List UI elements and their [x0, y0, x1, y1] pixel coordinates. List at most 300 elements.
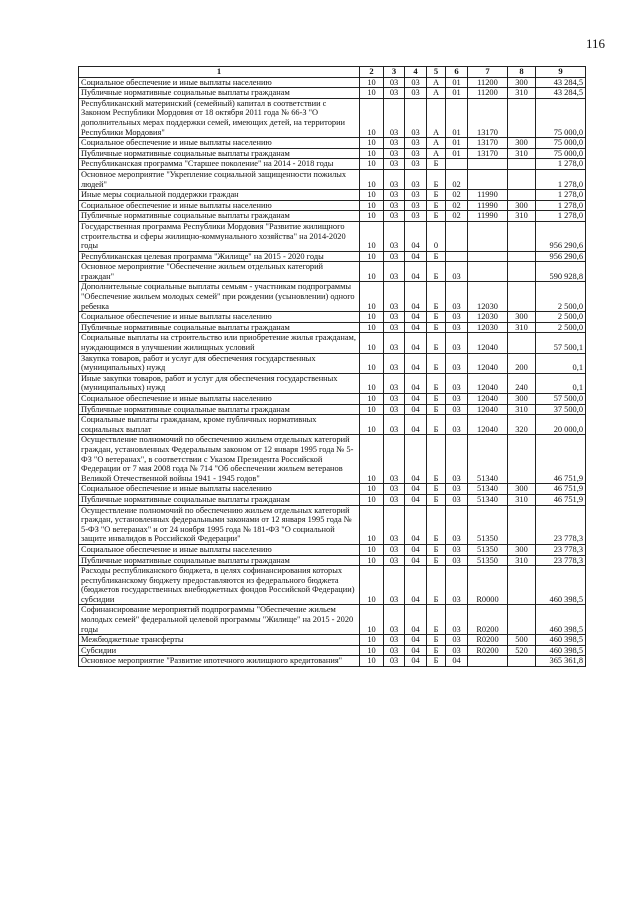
col-header: 2	[360, 67, 384, 78]
row-event-cell: 03	[446, 544, 468, 555]
row-program-cell: 04	[405, 494, 427, 505]
row-expense-type-cell: 310	[508, 404, 536, 415]
table-row	[79, 169, 586, 189]
row-program-cell: 04	[405, 566, 427, 605]
row-program-cell: 04	[405, 282, 427, 312]
row-section-cell: 10	[360, 190, 384, 201]
row-direction-cell: 51340	[468, 484, 508, 495]
row-name-cell: Осуществление полномочий по обеспечению жильем отдельных категорий граждан, установленных федеральными законами от 12 января 1995 года № 5-ФЗ "О ветеранах" и от 24 ноября 1995 года № 181-ФЗ "О социальной защите инвалидов в Российской Федерации"	[79, 505, 360, 544]
row-subsection-cell: 03	[384, 484, 405, 495]
row-event-cell: 03	[446, 645, 468, 656]
row-event-cell: 03	[446, 282, 468, 312]
row-subprogram-cell: Б	[427, 605, 446, 635]
row-direction-cell	[468, 159, 508, 170]
table-row	[79, 394, 586, 405]
row-direction-cell: 12030	[468, 322, 508, 333]
row-expense-type-cell: 310	[508, 555, 536, 566]
row-subprogram-cell: Б	[427, 645, 446, 656]
row-subsection-cell: 03	[384, 282, 405, 312]
row-amount-cell: 590 928,8	[536, 262, 586, 282]
row-expense-type-cell: 300	[508, 312, 536, 323]
row-subsection-cell: 03	[384, 505, 405, 544]
row-section-cell: 10	[360, 544, 384, 555]
row-section-cell: 10	[360, 138, 384, 149]
row-subprogram-cell: 0	[427, 221, 446, 251]
table-row	[79, 484, 586, 495]
row-direction-cell: 11990	[468, 211, 508, 222]
row-direction-cell: 11990	[468, 200, 508, 211]
row-program-cell: 04	[405, 373, 427, 393]
table-row	[79, 605, 586, 635]
row-subsection-cell: 03	[384, 138, 405, 149]
row-subsection-cell: 03	[384, 605, 405, 635]
table-row	[79, 251, 586, 262]
row-section-cell: 10	[360, 555, 384, 566]
row-amount-cell: 20 000,0	[536, 415, 586, 435]
row-direction-cell: 51350	[468, 544, 508, 555]
row-subsection-cell: 03	[384, 190, 405, 201]
row-amount-cell: 460 398,5	[536, 635, 586, 646]
row-name-cell: Основное мероприятие "Укрепление социальной защищенности пожилых людей"	[79, 169, 360, 189]
row-amount-cell: 23 778,3	[536, 505, 586, 544]
row-subprogram-cell: Б	[427, 544, 446, 555]
row-program-cell: 04	[405, 322, 427, 333]
row-subprogram-cell: А	[427, 98, 446, 137]
row-event-cell: 04	[446, 656, 468, 667]
row-subsection-cell: 03	[384, 169, 405, 189]
row-expense-type-cell: 520	[508, 645, 536, 656]
row-amount-cell: 460 398,5	[536, 605, 586, 635]
row-section-cell: 10	[360, 404, 384, 415]
row-amount-cell: 75 000,0	[536, 148, 586, 159]
row-program-cell: 04	[405, 555, 427, 566]
row-section-cell: 10	[360, 394, 384, 405]
row-section-cell: 10	[360, 645, 384, 656]
row-direction-cell	[468, 221, 508, 251]
row-name-cell: Социальные выплаты гражданам, кроме публичных нормативных социальных выплат	[79, 415, 360, 435]
row-amount-cell: 365 361,8	[536, 656, 586, 667]
row-subsection-cell: 03	[384, 98, 405, 137]
row-direction-cell: 12040	[468, 373, 508, 393]
row-program-cell: 03	[405, 190, 427, 201]
row-expense-type-cell: 300	[508, 200, 536, 211]
table-row	[79, 200, 586, 211]
row-direction-cell: R0000	[468, 566, 508, 605]
row-name-cell: Социальные выплаты на строительство или приобретение жилья гражданам, нуждающимся в улучшении жилищных условий	[79, 333, 360, 353]
row-amount-cell: 46 751,9	[536, 435, 586, 484]
row-name-cell: Иные закупки товаров, работ и услуг для обеспечения государственных (муниципальных) нужд	[79, 373, 360, 393]
row-expense-type-cell	[508, 605, 536, 635]
table-row	[79, 221, 586, 251]
row-section-cell: 10	[360, 251, 384, 262]
row-subsection-cell: 03	[384, 435, 405, 484]
row-section-cell: 10	[360, 211, 384, 222]
row-amount-cell: 460 398,5	[536, 566, 586, 605]
row-section-cell: 10	[360, 88, 384, 99]
row-subprogram-cell: Б	[427, 566, 446, 605]
row-expense-type-cell: 310	[508, 211, 536, 222]
row-expense-type-cell	[508, 190, 536, 201]
row-subsection-cell: 03	[384, 211, 405, 222]
row-section-cell: 10	[360, 77, 384, 88]
table-header-row	[79, 67, 586, 78]
table-row	[79, 333, 586, 353]
row-subsection-cell: 03	[384, 333, 405, 353]
row-amount-cell: 23 778,3	[536, 555, 586, 566]
row-expense-type-cell	[508, 656, 536, 667]
row-program-cell: 04	[405, 221, 427, 251]
row-direction-cell: 12040	[468, 404, 508, 415]
row-name-cell: Основное мероприятие "Обеспечение жильем отдельных категорий граждан"	[79, 262, 360, 282]
row-expense-type-cell: 300	[508, 394, 536, 405]
col-header: 1	[79, 67, 360, 78]
row-event-cell: 03	[446, 566, 468, 605]
row-amount-cell: 43 284,5	[536, 88, 586, 99]
table-row	[79, 635, 586, 646]
row-section-cell: 10	[360, 312, 384, 323]
row-program-cell: 04	[405, 435, 427, 484]
row-section-cell: 10	[360, 415, 384, 435]
row-expense-type-cell	[508, 435, 536, 484]
row-name-cell: Республиканский материнский (семейный) капитал в соответствии с Законом Республики Мордовия от 18 октября 2011 года № 66-З "О дополнительных мерах поддержки семей, имеющих детей, на территории Республики Мордовия"	[79, 98, 360, 137]
row-event-cell: 03	[446, 505, 468, 544]
row-subsection-cell: 03	[384, 394, 405, 405]
row-program-cell: 03	[405, 211, 427, 222]
row-direction-cell: 12030	[468, 282, 508, 312]
row-name-cell: Осуществление полномочий по обеспечению жильем отдельных категорий граждан, установленных Федеральным законом от 12 января 1995 года № 5-ФЗ "О ветеранах", в соответствии с Указом Президента Российской Федерации от 7 мая 2008 года № 714 "Об обеспечении жильем ветеранов Великой Отечественной войны 1941 - 1945 годов"	[79, 435, 360, 484]
col-header: 7	[468, 67, 508, 78]
row-subsection-cell: 03	[384, 262, 405, 282]
row-name-cell: Социальное обеспечение и иные выплаты населению	[79, 544, 360, 555]
row-event-cell: 03	[446, 635, 468, 646]
row-program-cell: 03	[405, 138, 427, 149]
row-section-cell: 10	[360, 200, 384, 211]
row-direction-cell: 12040	[468, 415, 508, 435]
table-row	[79, 555, 586, 566]
row-amount-cell: 1 278,0	[536, 169, 586, 189]
row-subsection-cell: 03	[384, 353, 405, 373]
row-expense-type-cell	[508, 505, 536, 544]
row-name-cell: Софинансирование мероприятий подпрограммы "Обеспечение жильем молодых семей" федеральной целевой программы "Жилище" на 2015 - 2020 годы	[79, 605, 360, 635]
table-row	[79, 505, 586, 544]
row-subprogram-cell: Б	[427, 190, 446, 201]
table-row	[79, 282, 586, 312]
row-program-cell: 04	[405, 645, 427, 656]
row-expense-type-cell: 300	[508, 138, 536, 149]
row-amount-cell: 46 751,9	[536, 484, 586, 495]
row-section-cell: 10	[360, 221, 384, 251]
row-subsection-cell: 03	[384, 159, 405, 170]
table-row	[79, 435, 586, 484]
row-amount-cell: 75 000,0	[536, 138, 586, 149]
row-section-cell: 10	[360, 98, 384, 137]
row-program-cell: 04	[405, 656, 427, 667]
row-expense-type-cell: 300	[508, 77, 536, 88]
row-event-cell: 03	[446, 415, 468, 435]
row-name-cell: Республиканская программа "Старшее поколение" на 2014 - 2018 годы	[79, 159, 360, 170]
row-name-cell: Основное мероприятие "Развитие ипотечного жилищного кредитования"	[79, 656, 360, 667]
row-name-cell: Дополнительные социальные выплаты семьям - участникам подпрограммы "Обеспечение жильем молодых семей" при рождении (усыновлении) одного ребенка	[79, 282, 360, 312]
row-subsection-cell: 03	[384, 251, 405, 262]
table-row	[79, 98, 586, 137]
table-row	[79, 190, 586, 201]
row-expense-type-cell: 310	[508, 88, 536, 99]
row-direction-cell	[468, 656, 508, 667]
row-event-cell	[446, 221, 468, 251]
row-section-cell: 10	[360, 353, 384, 373]
row-amount-cell: 1 278,0	[536, 200, 586, 211]
row-direction-cell: 51340	[468, 435, 508, 484]
row-direction-cell: R0200	[468, 635, 508, 646]
row-section-cell: 10	[360, 282, 384, 312]
row-event-cell: 02	[446, 200, 468, 211]
row-amount-cell: 956 290,6	[536, 251, 586, 262]
page-number: 116	[586, 36, 606, 51]
row-name-cell: Социальное обеспечение и иные выплаты населению	[79, 312, 360, 323]
row-section-cell: 10	[360, 373, 384, 393]
row-event-cell: 01	[446, 77, 468, 88]
row-event-cell: 02	[446, 190, 468, 201]
row-name-cell: Социальное обеспечение и иные выплаты населению	[79, 200, 360, 211]
row-amount-cell: 0,1	[536, 353, 586, 373]
row-direction-cell: R0200	[468, 645, 508, 656]
row-section-cell: 10	[360, 333, 384, 353]
row-program-cell: 04	[405, 415, 427, 435]
row-event-cell: 03	[446, 322, 468, 333]
col-header: 6	[446, 67, 468, 78]
row-event-cell: 03	[446, 394, 468, 405]
row-amount-cell: 57 500,0	[536, 394, 586, 405]
row-direction-cell: R0200	[468, 605, 508, 635]
row-amount-cell: 460 398,5	[536, 645, 586, 656]
row-name-cell: Социальное обеспечение и иные выплаты населению	[79, 484, 360, 495]
row-subprogram-cell: А	[427, 138, 446, 149]
row-program-cell: 04	[405, 353, 427, 373]
row-expense-type-cell	[508, 98, 536, 137]
row-event-cell: 03	[446, 312, 468, 323]
row-expense-type-cell: 200	[508, 353, 536, 373]
row-subprogram-cell: Б	[427, 484, 446, 495]
row-subsection-cell: 03	[384, 312, 405, 323]
row-subsection-cell: 03	[384, 77, 405, 88]
row-subprogram-cell: Б	[427, 505, 446, 544]
row-subprogram-cell: Б	[427, 251, 446, 262]
row-subsection-cell: 03	[384, 544, 405, 555]
row-expense-type-cell: 310	[508, 322, 536, 333]
row-program-cell: 04	[405, 635, 427, 646]
row-amount-cell: 956 290,6	[536, 221, 586, 251]
row-program-cell: 03	[405, 169, 427, 189]
row-direction-cell: 13170	[468, 98, 508, 137]
row-event-cell	[446, 251, 468, 262]
row-direction-cell	[468, 251, 508, 262]
row-event-cell: 03	[446, 373, 468, 393]
table-row	[79, 645, 586, 656]
table-row	[79, 312, 586, 323]
row-subprogram-cell: Б	[427, 333, 446, 353]
row-expense-type-cell: 240	[508, 373, 536, 393]
table-row	[79, 322, 586, 333]
row-event-cell: 03	[446, 605, 468, 635]
row-subsection-cell: 03	[384, 404, 405, 415]
table-row	[79, 262, 586, 282]
row-direction-cell	[468, 262, 508, 282]
row-amount-cell: 1 278,0	[536, 211, 586, 222]
table-row	[79, 159, 586, 170]
row-subsection-cell: 03	[384, 555, 405, 566]
row-subsection-cell: 03	[384, 221, 405, 251]
row-name-cell: Расходы республиканского бюджета, в целях софинансирования которых республиканскому бюджету предоставляются из федерального бюджета (бюджетов государственных внебюджетных фондов Российской Федерации) субсидии	[79, 566, 360, 605]
row-direction-cell: 12040	[468, 394, 508, 405]
row-subprogram-cell: Б	[427, 312, 446, 323]
row-name-cell: Субсидии	[79, 645, 360, 656]
row-subprogram-cell: Б	[427, 435, 446, 484]
row-expense-type-cell: 320	[508, 415, 536, 435]
row-amount-cell: 1 278,0	[536, 159, 586, 170]
row-direction-cell: 51350	[468, 555, 508, 566]
table-row	[79, 138, 586, 149]
row-name-cell: Иные меры социальной поддержки граждан	[79, 190, 360, 201]
row-amount-cell: 2 500,0	[536, 312, 586, 323]
row-program-cell: 04	[405, 544, 427, 555]
row-name-cell: Публичные нормативные социальные выплаты гражданам	[79, 555, 360, 566]
row-event-cell: 03	[446, 435, 468, 484]
row-subprogram-cell: Б	[427, 200, 446, 211]
row-subprogram-cell: Б	[427, 262, 446, 282]
row-program-cell: 04	[405, 262, 427, 282]
row-program-cell: 03	[405, 159, 427, 170]
row-name-cell: Публичные нормативные социальные выплаты гражданам	[79, 211, 360, 222]
table-row	[79, 77, 586, 88]
row-program-cell: 04	[405, 312, 427, 323]
table-row	[79, 494, 586, 505]
table-row	[79, 566, 586, 605]
row-subprogram-cell: А	[427, 148, 446, 159]
row-subsection-cell: 03	[384, 322, 405, 333]
row-event-cell: 01	[446, 88, 468, 99]
row-subsection-cell: 03	[384, 415, 405, 435]
row-amount-cell: 1 278,0	[536, 190, 586, 201]
table-row	[79, 88, 586, 99]
row-expense-type-cell	[508, 251, 536, 262]
row-subsection-cell: 03	[384, 566, 405, 605]
col-header: 8	[508, 67, 536, 78]
row-subsection-cell: 03	[384, 656, 405, 667]
row-expense-type-cell: 300	[508, 484, 536, 495]
row-expense-type-cell: 300	[508, 544, 536, 555]
table-row	[79, 211, 586, 222]
row-section-cell: 10	[360, 656, 384, 667]
row-expense-type-cell	[508, 221, 536, 251]
row-name-cell: Социальное обеспечение и иные выплаты населению	[79, 394, 360, 405]
table-row	[79, 373, 586, 393]
row-subprogram-cell: Б	[427, 159, 446, 170]
row-program-cell: 04	[405, 333, 427, 353]
row-expense-type-cell	[508, 169, 536, 189]
row-section-cell: 10	[360, 148, 384, 159]
table-row	[79, 353, 586, 373]
table-row	[79, 656, 586, 667]
row-event-cell: 02	[446, 211, 468, 222]
row-direction-cell: 13170	[468, 148, 508, 159]
row-amount-cell: 57 500,1	[536, 333, 586, 353]
row-subprogram-cell: Б	[427, 394, 446, 405]
row-subsection-cell: 03	[384, 200, 405, 211]
row-amount-cell: 75 000,0	[536, 98, 586, 137]
col-header: 5	[427, 67, 446, 78]
row-direction-cell: 11200	[468, 88, 508, 99]
row-direction-cell: 12040	[468, 333, 508, 353]
row-program-cell: 04	[405, 605, 427, 635]
row-amount-cell: 43 284,5	[536, 77, 586, 88]
row-amount-cell: 37 500,0	[536, 404, 586, 415]
row-subprogram-cell: Б	[427, 494, 446, 505]
table-row	[79, 148, 586, 159]
row-section-cell: 10	[360, 494, 384, 505]
row-event-cell: 03	[446, 262, 468, 282]
row-amount-cell: 0,1	[536, 373, 586, 393]
row-direction-cell	[468, 169, 508, 189]
row-direction-cell: 12030	[468, 312, 508, 323]
row-direction-cell: 12040	[468, 353, 508, 373]
row-section-cell: 10	[360, 566, 384, 605]
row-name-cell: Республиканская целевая программа "Жилище" на 2015 - 2020 годы	[79, 251, 360, 262]
row-expense-type-cell: 500	[508, 635, 536, 646]
row-subsection-cell: 03	[384, 494, 405, 505]
row-amount-cell: 2 500,0	[536, 282, 586, 312]
row-subprogram-cell: Б	[427, 211, 446, 222]
row-event-cell: 03	[446, 555, 468, 566]
row-name-cell: Публичные нормативные социальные выплаты гражданам	[79, 322, 360, 333]
row-event-cell	[446, 159, 468, 170]
row-section-cell: 10	[360, 484, 384, 495]
row-amount-cell: 23 778,3	[536, 544, 586, 555]
row-name-cell: Межбюджетные трансферты	[79, 635, 360, 646]
row-subprogram-cell: Б	[427, 169, 446, 189]
row-event-cell: 01	[446, 148, 468, 159]
row-event-cell: 01	[446, 98, 468, 137]
row-direction-cell: 11990	[468, 190, 508, 201]
row-expense-type-cell: 310	[508, 148, 536, 159]
table-row	[79, 544, 586, 555]
row-amount-cell: 2 500,0	[536, 322, 586, 333]
row-subprogram-cell: Б	[427, 656, 446, 667]
row-subprogram-cell: Б	[427, 282, 446, 312]
row-event-cell: 03	[446, 404, 468, 415]
row-event-cell: 03	[446, 333, 468, 353]
row-section-cell: 10	[360, 159, 384, 170]
row-subprogram-cell: Б	[427, 635, 446, 646]
row-direction-cell: 51340	[468, 494, 508, 505]
col-header: 4	[405, 67, 427, 78]
row-subprogram-cell: Б	[427, 353, 446, 373]
row-event-cell: 02	[446, 169, 468, 189]
row-expense-type-cell	[508, 282, 536, 312]
row-program-cell: 03	[405, 200, 427, 211]
row-subprogram-cell: А	[427, 88, 446, 99]
row-expense-type-cell	[508, 566, 536, 605]
row-subprogram-cell: Б	[427, 404, 446, 415]
row-subprogram-cell: Б	[427, 322, 446, 333]
row-program-cell: 03	[405, 148, 427, 159]
row-name-cell: Публичные нормативные социальные выплаты гражданам	[79, 88, 360, 99]
row-event-cell: 01	[446, 138, 468, 149]
row-subprogram-cell: Б	[427, 373, 446, 393]
row-amount-cell: 46 751,9	[536, 494, 586, 505]
row-program-cell: 04	[405, 505, 427, 544]
row-subprogram-cell: А	[427, 77, 446, 88]
budget-table	[78, 66, 586, 667]
